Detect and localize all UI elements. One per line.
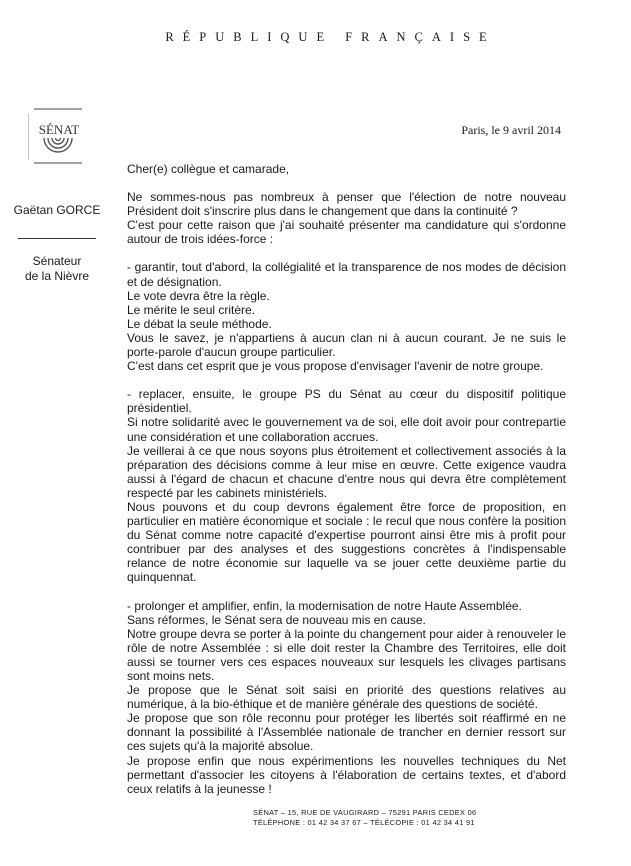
point-three-heading: - prolonger et amplifier, enfin, la modernisation de notre Haute Assemblée. xyxy=(127,598,522,613)
point-three-line: Je propose enfin que nous expérimentions les nouvelles techniques du Net permettant d'associer les citoyens à l'élaboration de certains textes, et d'abord ceux relatifs à la jeunesse ! xyxy=(127,753,566,796)
point-three-line: Notre groupe devra se porter à la pointe du changement pour aider à renouveler le rôle de notre Assemblée : si elle doit rester la Chambre des Territoires, elle doit aussi se tourner vers ces espaces nouveaux sur lesquels les clivages partisans sont moins nets. xyxy=(127,626,566,683)
point-one-line: Le mérite le seul critère. xyxy=(127,302,256,317)
senator-title xyxy=(12,254,102,284)
intro-paragraph-2: C'est pour cette raison que j'ai souhaité présenter ma candidature qui s'ordonne autour de trois idées-force : xyxy=(127,218,566,247)
salutation: Cher(e) collègue et camarade, xyxy=(127,162,290,176)
intro-paragraph: Ne sommes-nous pas nombreux à penser que l'élection de notre nouveau Président doit s'inscrire plus dans le changement que dans la continuité ? xyxy=(127,190,566,219)
senat-logo-text: SÉNAT xyxy=(38,122,80,137)
point-three-line: Je propose que son rôle reconnu pour protéger les libertés soit réaffirmé en ne donnant la possibilité à l'Assemblée nationale de trancher en dernier ressort sur ces sujets qu'à la majorité absolue. xyxy=(127,711,566,754)
republique-francaise-title: RÉPUBLIQUE FRANÇAISE xyxy=(165,30,496,44)
point-one-line: C'est dans cet esprit que je vous propose d'envisager l'avenir de notre groupe. xyxy=(127,359,544,374)
senator-title-line2: de la Nièvre xyxy=(24,269,90,283)
sidebar-divider xyxy=(18,238,96,239)
point-one-line: Le débat la seule méthode. xyxy=(127,316,272,331)
point-one-heading: - garantir, tout d'abord, la collégialité et la transparence de nos modes de décision et de désignation. xyxy=(127,260,566,289)
letterhead-header xyxy=(0,28,631,46)
point-one-line: Vous le savez, je n'appartiens à aucun clan ni à aucun courant. Je ne suis le porte-parole d'aucun groupe particulier. xyxy=(127,330,566,360)
point-two-line: Nous pouvons et du coup devrons également être force de proposition, en particulier en matière économique et sociale : le recul que nous confère la position du Sénat comme notre capacité d'expertise pourront ainsi être mis à profit pour contribuer par des analyses et des suggestions concrètes à l'indispensable relance de notre économie sur laquelle va se jouer cette deuxième partie du quinquennat. xyxy=(127,499,566,585)
footer-address: SÉNAT – 15, RUE DE VAUGIRARD – 75291 PARIS CEDEX 06 xyxy=(253,808,477,817)
footer-phone: TÉLÉPHONE : 01 42 34 37 67 – TÉLÉCOPIE : 01 42 34 41 91 xyxy=(253,818,475,827)
senat-logo xyxy=(28,108,88,164)
letter-body xyxy=(127,162,566,796)
senator-name: Gaëtan GORCE xyxy=(13,203,101,217)
letter-date: Paris, le 9 avril 2014 xyxy=(461,123,561,137)
point-two-heading: - replacer, ensuite, le groupe PS du Sénat au cœur du dispositif politique présidentiel. xyxy=(127,387,566,416)
point-three-line: Je propose que le Sénat soit saisi en priorité des questions relatives au numérique, à la bio-éthique et de manière générale des questions de société. xyxy=(127,683,566,712)
letterhead-footer xyxy=(253,808,503,828)
point-one-line: Le vote devra être la règle. xyxy=(127,288,270,303)
point-two-line: Si notre solidarité avec le gouvernement va de soi, elle doit avoir pour contrepartie une considération et une collaboration accrues. xyxy=(127,415,566,444)
point-three-line: Sans réformes, le Sénat sera de nouveau mis en cause. xyxy=(127,612,426,627)
senator-title-line1: Sénateur xyxy=(32,254,82,268)
point-two-line: Je veillerai à ce que nous soyons plus étroitement et collectivement associés à la préparation des décisions comme à leur mise en œuvre. Cette exigence vaudra aussi à l'égard de chacun et chacune d'entre nous qui devra être complètement respecté par les cabinets ministériels. xyxy=(127,443,566,500)
